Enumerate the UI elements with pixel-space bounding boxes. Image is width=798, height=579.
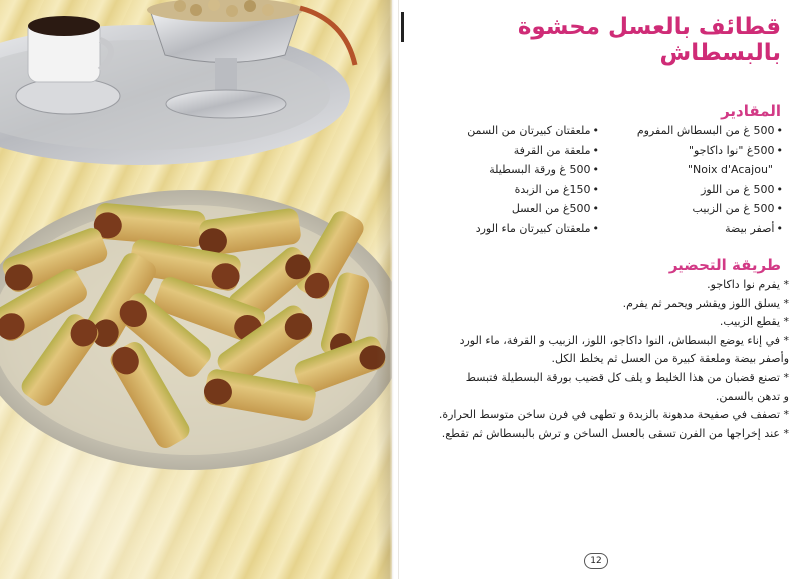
method-heading: طريقة التحضير (668, 256, 781, 274)
ingredient-item: "Noix d'Acajou" (687, 163, 773, 176)
ingredient-item: •ملعقة من القرفة (513, 143, 599, 157)
preparation-steps (409, 276, 789, 443)
step-item: و تدهن بالسمن. (715, 389, 789, 403)
step-item: * يفرم نوا داكاجو. (707, 278, 789, 291)
recipe-photo (0, 0, 392, 579)
page-number: 12 (584, 553, 608, 569)
step-item: وأصفر بيضة وملعقة كبيرة من العسل ثم يخلط الكل. (551, 352, 789, 366)
step-item: * تصنع قضبان من هذا الخليط و يلف كل قضيب بورقة البسطيلة فتبسط (465, 370, 789, 384)
ingredients-heading: المقادير (721, 102, 781, 120)
ingredient-item: •ملعقتان كبيرتان ماء الورد (475, 221, 599, 235)
step-item: * عند إخراجها من الفرن تسقى بالعسل الساخن و ترش بالبسطاش ثم تقطع. (441, 426, 789, 440)
ingredient-item: •150غ من الزبدة (514, 182, 599, 196)
recipe-page (398, 0, 798, 579)
step-item: * تصفف في صفيحة مدهونة بالزبدة و تطهى في فرن ساخن متوسط الحرارة. (438, 408, 789, 422)
ingredient-item: •أصفر بيضة (725, 221, 783, 235)
step-item: * يسلق اللوز ويقشر ويحمر ثم يفرم. (622, 296, 789, 310)
ingredients-list-left (419, 121, 599, 238)
ingredient-item: •500 غ من الزبيب (692, 202, 783, 215)
ingredient-item: •500 غ من اللوز (701, 182, 783, 196)
ingredient-item: •500غ "نوا داكاجو" (688, 143, 783, 157)
photo-illustration (0, 0, 392, 579)
recipe-title: قطائف بالعسل محشوة بالبسطاش (517, 14, 781, 66)
ingredient-item: •500غ من العسل (511, 202, 599, 215)
ingredient-item: •ملعقتان كبيرتان من السمن (467, 124, 599, 137)
ingredients-list-right (593, 121, 783, 238)
ingredient-item: •500 غ من البسطاش المفروم (636, 124, 783, 137)
step-item: * في إناء يوضع البسطاش، النوا داكاجو، اللوز، الزبيب و القرفة، ماء الورد (459, 333, 789, 347)
ingredient-item: •500 غ ورقة البسطيلة (489, 163, 599, 176)
step-item: * يقطع الزبيب. (719, 315, 789, 329)
